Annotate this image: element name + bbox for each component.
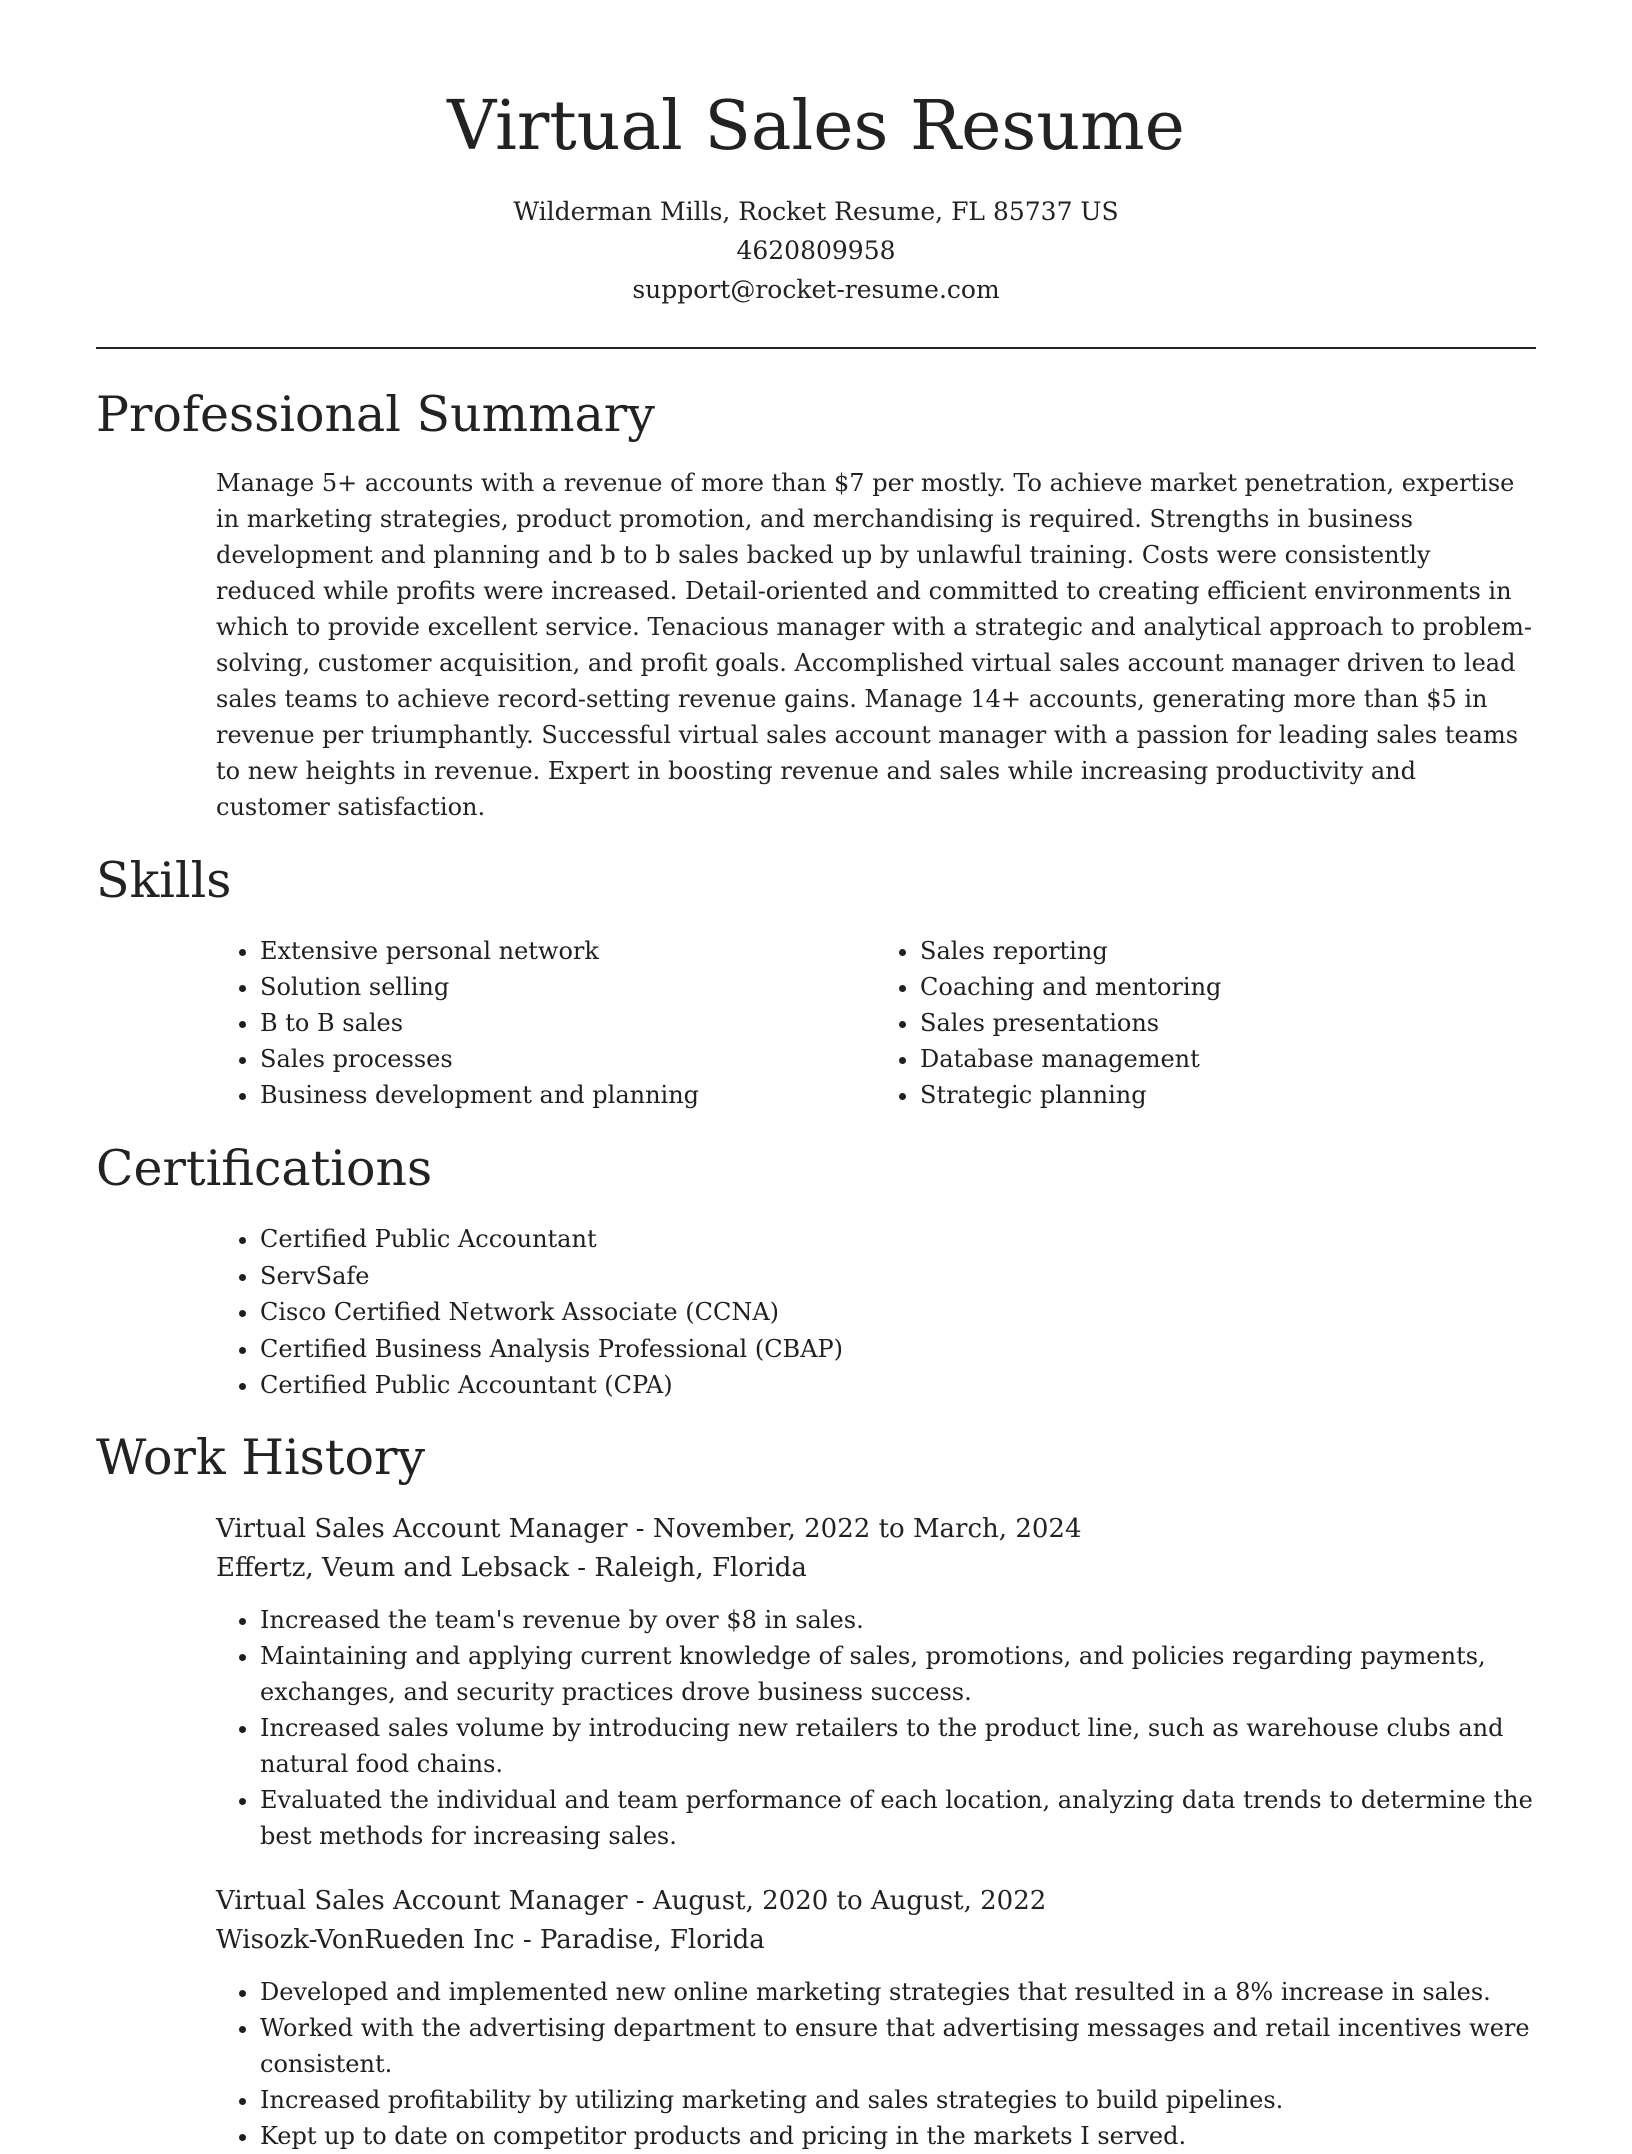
work-history-heading: Work History <box>96 1428 426 1486</box>
job-title-line <box>216 1510 1536 1549</box>
job-role: Virtual Sales Account Manager <box>216 1513 628 1544</box>
skills-section <box>96 851 1536 1113</box>
skills-heading: Skills <box>96 852 232 909</box>
skill-item: • Strategic planning <box>920 1077 1536 1113</box>
summary-heading: Professional Summary <box>96 386 655 443</box>
resume-page <box>96 0 1536 2154</box>
certifications-section <box>96 1139 1536 1404</box>
contact-block <box>96 192 1536 309</box>
job-company-line <box>216 1921 1536 1960</box>
address: Wilderman Mills, Rocket Resume, FL 85737 US <box>513 197 1119 226</box>
job-bullet: • Worked with the advertising department to ensure that advertising messages and retail incentives were consistent. <box>260 2010 1536 2082</box>
job-bullet: • Kept up to date on competitor products and pricing in the markets I served. <box>260 2118 1536 2154</box>
skill-item: • Sales presentations <box>920 1005 1536 1041</box>
skill-item: • Sales reporting <box>920 933 1536 969</box>
job-company-line <box>216 1549 1536 1588</box>
email: support@rocket-resume.com <box>632 275 1000 304</box>
job-company: Wisozk-VonRueden Inc <box>216 1924 515 1955</box>
summary-text: Manage 5+ accounts with a revenue of more than $7 per mostly. To achieve market penetration, expertise in marketing strategies, product promotion, and merchandising is required. Strengths in business development and planning and b to b sales backed up by unlawful training. Costs were consistently reduced while profits were increased. Detail-oriented and committed to creating efficient environments in which to provide excellent service. Tenacious manager with a strategic and analytical approach to problem-solving, customer acquisition, and profit goals. Accomplished virtual sales account manager driven to lead sales teams to achieve record-setting revenue gains. Manage 14+ accounts, generating more than $5 in revenue per triumphantly. Successful virtual sales account manager with a passion for leading sales teams to new heights in revenue. Expert in boosting revenue and sales while increasing productivity and customer satisfaction. <box>216 469 1532 821</box>
skill-item: • Database management <box>920 1041 1536 1077</box>
work-history-section <box>96 1428 1536 2154</box>
skill-item: • Business development and planning <box>260 1077 876 1113</box>
job-location: Raleigh, Florida <box>594 1552 807 1583</box>
job-bullet: • Developed and implemented new online marketing strategies that resulted in a 8% increase in sales. <box>260 1974 1536 2010</box>
job-bullet: • Increased the team's revenue by over $8 in sales. <box>260 1602 1536 1638</box>
job-dates: August, 2020 to August, 2022 <box>652 1885 1047 1916</box>
phone: 4620809958 <box>736 236 896 265</box>
job-bullets <box>216 1974 1536 2154</box>
certifications-heading: Certifications <box>96 1140 433 1197</box>
job-separator: - <box>514 1924 540 1955</box>
certifications-list <box>216 1221 1536 1404</box>
certification-item: • Certified Public Accountant (CPA) <box>260 1367 1536 1404</box>
job-bullet: • Increased profitability by utilizing marketing and sales strategies to build pipelines. <box>260 2082 1536 2118</box>
skill-item: • Solution selling <box>260 969 876 1005</box>
certification-item: • Certified Public Accountant <box>260 1221 1536 1258</box>
job-bullet: • Maintaining and applying current knowledge of sales, promotions, and policies regarding payments, exchanges, and security practices drove business success. <box>260 1638 1536 1710</box>
job-separator: - <box>569 1552 595 1583</box>
skills-column-left <box>216 933 876 1113</box>
job-role: Virtual Sales Account Manager <box>216 1885 628 1916</box>
job-dates: November, 2022 to March, 2024 <box>652 1513 1082 1544</box>
job-bullet: • Evaluated the individual and team performance of each location, analyzing data trends to determine the best methods for increasing sales. <box>260 1782 1536 1854</box>
skill-item: • Coaching and mentoring <box>920 969 1536 1005</box>
job-bullet: • Increased sales volume by introducing new retailers to the product line, such as warehouse clubs and natural food chains. <box>260 1710 1536 1782</box>
skills-grid <box>216 933 1536 1113</box>
header-divider <box>96 347 1536 349</box>
job-separator: - <box>627 1513 653 1544</box>
job-title-line <box>216 1882 1536 1921</box>
job-bullets <box>216 1602 1536 1854</box>
skill-item: • Sales processes <box>260 1041 876 1077</box>
job-separator: - <box>627 1885 653 1916</box>
certification-item: • ServSafe <box>260 1258 1536 1295</box>
certification-item: • Cisco Certified Network Associate (CCNA) <box>260 1294 1536 1331</box>
certification-item: • Certified Business Analysis Professional (CBAP) <box>260 1331 1536 1368</box>
job-company: Effertz, Veum and Lebsack <box>216 1552 569 1583</box>
skills-column-right <box>876 933 1536 1113</box>
job-entry <box>216 1882 1536 2154</box>
job-entry <box>216 1510 1536 1854</box>
resume-header <box>96 0 1536 309</box>
job-location: Paradise, Florida <box>539 1924 765 1955</box>
summary-section <box>96 385 1536 825</box>
skill-item: • Extensive personal network <box>260 933 876 969</box>
resume-title: Virtual Sales Resume <box>447 87 1185 166</box>
skill-item: • B to B sales <box>260 1005 876 1041</box>
